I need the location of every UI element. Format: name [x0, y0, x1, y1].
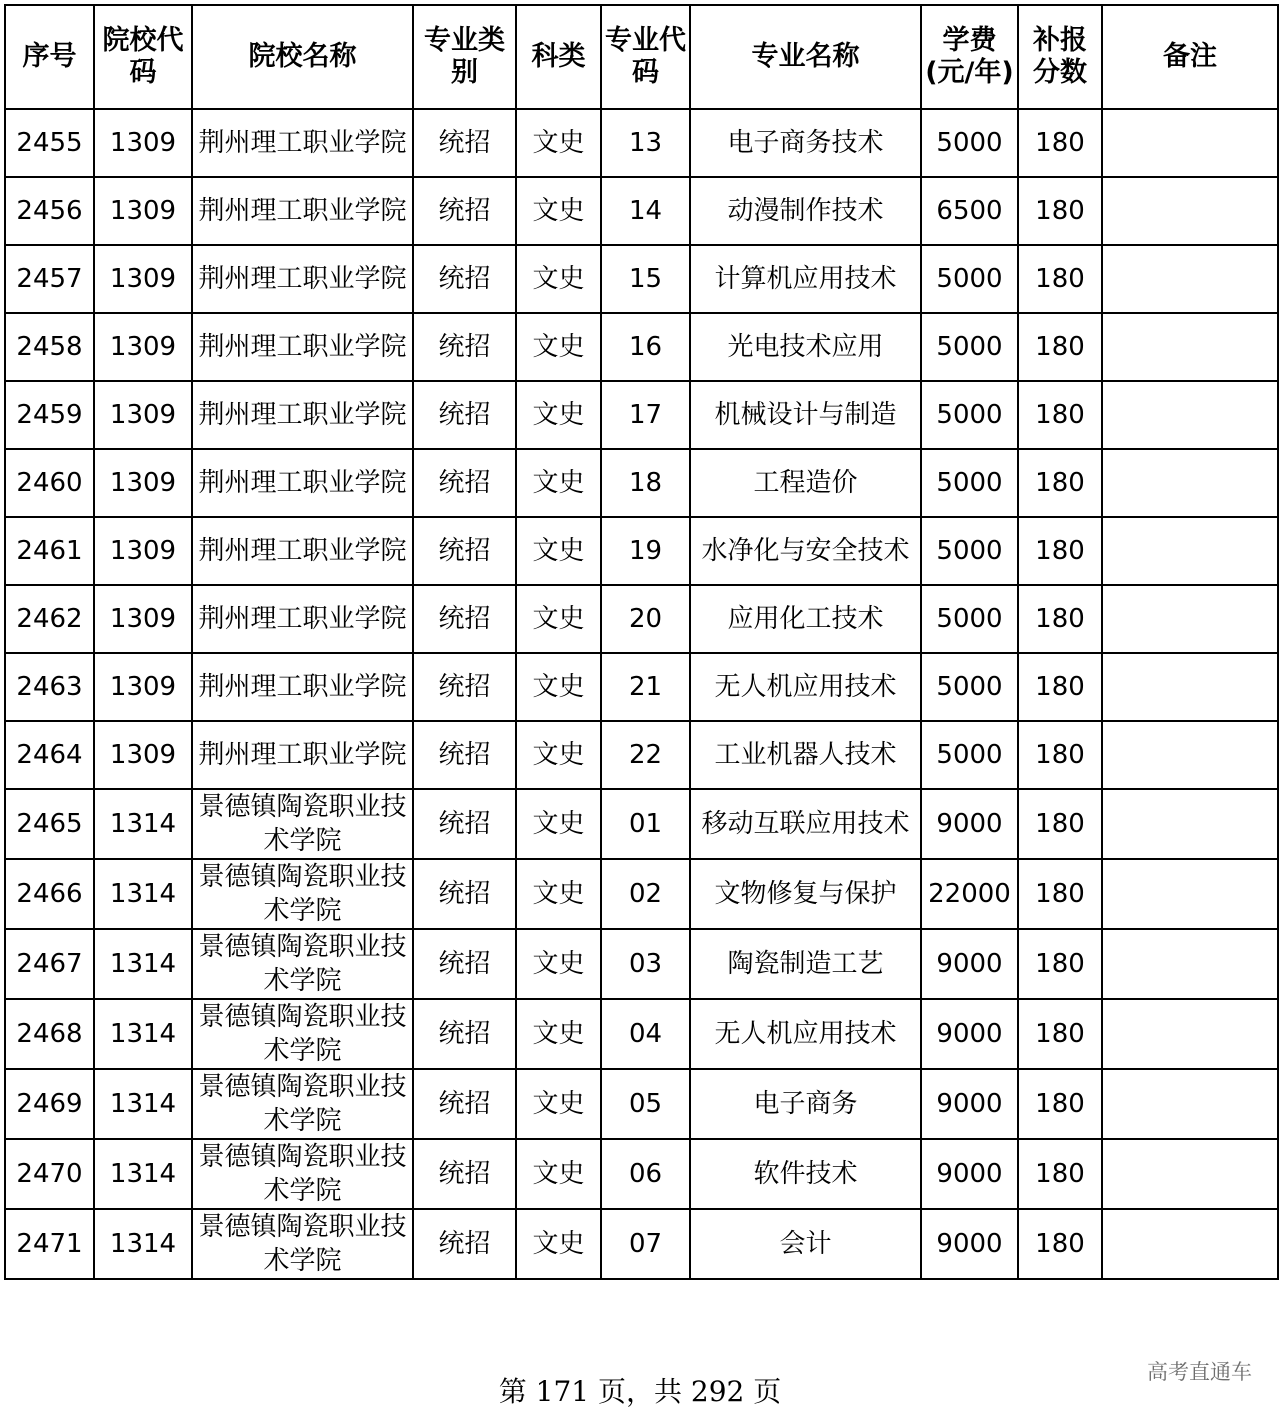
cell-major-type: 统招 — [413, 585, 516, 653]
cell-major-code: 16 — [601, 313, 690, 381]
cell-major-code: 21 — [601, 653, 690, 721]
table-row — [5, 859, 1278, 929]
cell-score: 180 — [1018, 789, 1102, 859]
cell-subject: 文史 — [516, 999, 601, 1069]
cell-major-name: 无人机应用技术 — [690, 999, 921, 1069]
cell-tuition: 9000 — [921, 789, 1018, 859]
cell-seq: 2463 — [5, 653, 94, 721]
cell-major-type: 统招 — [413, 381, 516, 449]
cell-score: 180 — [1018, 653, 1102, 721]
cell-major-type: 统招 — [413, 517, 516, 585]
cell-major-code: 17 — [601, 381, 690, 449]
cell-seq: 2468 — [5, 999, 94, 1069]
table-row — [5, 109, 1278, 177]
page-number: 第 171 页，共 292 页 — [498, 1375, 782, 1408]
cell-school-name: 荆州理工职业学院 — [192, 517, 413, 585]
cell-major-code: 22 — [601, 721, 690, 789]
cell-major-code: 07 — [601, 1209, 690, 1279]
table-row — [5, 653, 1278, 721]
cell-seq: 2466 — [5, 859, 94, 929]
cell-major-name: 软件技术 — [690, 1139, 921, 1209]
cell-major-type: 统招 — [413, 653, 516, 721]
cell-subject: 文史 — [516, 381, 601, 449]
admission-table — [4, 4, 1279, 1280]
cell-school-name: 荆州理工职业学院 — [192, 653, 413, 721]
cell-school-code: 1314 — [94, 789, 192, 859]
cell-score: 180 — [1018, 1069, 1102, 1139]
cell-major-name: 工程造价 — [690, 449, 921, 517]
cell-major-type: 统招 — [413, 1069, 516, 1139]
cell-score: 180 — [1018, 245, 1102, 313]
cell-subject: 文史 — [516, 1209, 601, 1279]
cell-tuition: 9000 — [921, 999, 1018, 1069]
cell-note — [1102, 653, 1278, 721]
table-row — [5, 381, 1278, 449]
cell-major-type: 统招 — [413, 449, 516, 517]
header-score: 补报分数 — [1018, 5, 1102, 109]
header-school-code: 院校代码 — [94, 5, 192, 109]
cell-seq: 2455 — [5, 109, 94, 177]
cell-score: 180 — [1018, 517, 1102, 585]
cell-tuition: 9000 — [921, 929, 1018, 999]
cell-major-type: 统招 — [413, 999, 516, 1069]
cell-major-type: 统招 — [413, 721, 516, 789]
cell-seq: 2457 — [5, 245, 94, 313]
table-row — [5, 721, 1278, 789]
table-body — [5, 109, 1278, 1279]
cell-subject: 文史 — [516, 109, 601, 177]
cell-score: 180 — [1018, 1139, 1102, 1209]
cell-subject: 文史 — [516, 313, 601, 381]
table-row — [5, 449, 1278, 517]
cell-note — [1102, 999, 1278, 1069]
cell-note — [1102, 109, 1278, 177]
cell-subject: 文史 — [516, 1139, 601, 1209]
header-subject: 科类 — [516, 5, 601, 109]
cell-score: 180 — [1018, 109, 1102, 177]
cell-major-name: 工业机器人技术 — [690, 721, 921, 789]
cell-tuition: 5000 — [921, 721, 1018, 789]
table-row — [5, 929, 1278, 999]
cell-subject: 文史 — [516, 585, 601, 653]
header-school-name: 院校名称 — [192, 5, 413, 109]
table-row — [5, 789, 1278, 859]
cell-major-name: 无人机应用技术 — [690, 653, 921, 721]
cell-major-type: 统招 — [413, 789, 516, 859]
cell-school-code: 1314 — [94, 1069, 192, 1139]
cell-subject: 文史 — [516, 859, 601, 929]
cell-major-type: 统招 — [413, 313, 516, 381]
cell-school-name: 荆州理工职业学院 — [192, 313, 413, 381]
cell-major-code: 15 — [601, 245, 690, 313]
cell-major-name: 陶瓷制造工艺 — [690, 929, 921, 999]
cell-tuition: 5000 — [921, 449, 1018, 517]
cell-school-code: 1309 — [94, 653, 192, 721]
cell-tuition: 5000 — [921, 245, 1018, 313]
cell-subject: 文史 — [516, 517, 601, 585]
cell-score: 180 — [1018, 999, 1102, 1069]
header-major-code: 专业代码 — [601, 5, 690, 109]
cell-school-name: 荆州理工职业学院 — [192, 109, 413, 177]
cell-seq: 2461 — [5, 517, 94, 585]
cell-tuition: 5000 — [921, 381, 1018, 449]
cell-major-code: 14 — [601, 177, 690, 245]
cell-school-code: 1309 — [94, 381, 192, 449]
cell-major-name: 文物修复与保护 — [690, 859, 921, 929]
header-tuition: 学费(元/年) — [921, 5, 1018, 109]
cell-major-type: 统招 — [413, 1209, 516, 1279]
cell-major-code: 01 — [601, 789, 690, 859]
cell-major-name: 光电技术应用 — [690, 313, 921, 381]
cell-school-code: 1309 — [94, 449, 192, 517]
cell-score: 180 — [1018, 721, 1102, 789]
cell-school-name: 荆州理工职业学院 — [192, 381, 413, 449]
cell-seq: 2471 — [5, 1209, 94, 1279]
cell-major-type: 统招 — [413, 929, 516, 999]
table-row — [5, 1069, 1278, 1139]
cell-school-code: 1314 — [94, 929, 192, 999]
cell-school-code: 1309 — [94, 313, 192, 381]
cell-seq: 2458 — [5, 313, 94, 381]
cell-school-code: 1314 — [94, 859, 192, 929]
header-major-type: 专业类别 — [413, 5, 516, 109]
cell-major-code: 03 — [601, 929, 690, 999]
cell-tuition: 5000 — [921, 653, 1018, 721]
cell-school-name: 景德镇陶瓷职业技术学院 — [192, 1209, 413, 1279]
cell-note — [1102, 789, 1278, 859]
cell-school-name: 景德镇陶瓷职业技术学院 — [192, 929, 413, 999]
table-row — [5, 313, 1278, 381]
cell-subject: 文史 — [516, 789, 601, 859]
cell-major-code: 06 — [601, 1139, 690, 1209]
cell-score: 180 — [1018, 1209, 1102, 1279]
cell-school-name: 景德镇陶瓷职业技术学院 — [192, 859, 413, 929]
cell-tuition: 9000 — [921, 1209, 1018, 1279]
table-row — [5, 1139, 1278, 1209]
cell-major-code: 05 — [601, 1069, 690, 1139]
cell-score: 180 — [1018, 859, 1102, 929]
cell-seq: 2464 — [5, 721, 94, 789]
table-header-row — [5, 5, 1278, 109]
cell-tuition: 5000 — [921, 313, 1018, 381]
cell-school-code: 1314 — [94, 1209, 192, 1279]
cell-subject: 文史 — [516, 449, 601, 517]
cell-note — [1102, 721, 1278, 789]
table-row — [5, 517, 1278, 585]
cell-major-name: 电子商务 — [690, 1069, 921, 1139]
cell-major-type: 统招 — [413, 245, 516, 313]
cell-major-code: 02 — [601, 859, 690, 929]
cell-major-name: 机械设计与制造 — [690, 381, 921, 449]
cell-school-name: 景德镇陶瓷职业技术学院 — [192, 789, 413, 859]
cell-score: 180 — [1018, 585, 1102, 653]
cell-tuition: 6500 — [921, 177, 1018, 245]
cell-score: 180 — [1018, 449, 1102, 517]
cell-major-code: 20 — [601, 585, 690, 653]
cell-major-type: 统招 — [413, 859, 516, 929]
cell-major-name: 电子商务技术 — [690, 109, 921, 177]
cell-seq: 2470 — [5, 1139, 94, 1209]
cell-major-name: 计算机应用技术 — [690, 245, 921, 313]
cell-major-code: 04 — [601, 999, 690, 1069]
cell-school-name: 荆州理工职业学院 — [192, 177, 413, 245]
cell-school-code: 1314 — [94, 1139, 192, 1209]
cell-note — [1102, 381, 1278, 449]
cell-seq: 2460 — [5, 449, 94, 517]
cell-major-name: 水净化与安全技术 — [690, 517, 921, 585]
cell-score: 180 — [1018, 381, 1102, 449]
cell-score: 180 — [1018, 929, 1102, 999]
cell-school-code: 1309 — [94, 109, 192, 177]
table-row — [5, 177, 1278, 245]
cell-seq: 2465 — [5, 789, 94, 859]
table-row — [5, 999, 1278, 1069]
cell-note — [1102, 1139, 1278, 1209]
cell-school-name: 荆州理工职业学院 — [192, 245, 413, 313]
cell-major-name: 动漫制作技术 — [690, 177, 921, 245]
header-seq: 序号 — [5, 5, 94, 109]
cell-school-code: 1309 — [94, 585, 192, 653]
cell-note — [1102, 585, 1278, 653]
cell-major-code: 13 — [601, 109, 690, 177]
cell-seq: 2462 — [5, 585, 94, 653]
cell-note — [1102, 929, 1278, 999]
cell-score: 180 — [1018, 313, 1102, 381]
cell-tuition: 22000 — [921, 859, 1018, 929]
cell-school-code: 1314 — [94, 999, 192, 1069]
table-row — [5, 245, 1278, 313]
cell-school-code: 1309 — [94, 245, 192, 313]
cell-note — [1102, 517, 1278, 585]
cell-major-type: 统招 — [413, 109, 516, 177]
cell-subject: 文史 — [516, 1069, 601, 1139]
cell-note — [1102, 177, 1278, 245]
cell-tuition: 5000 — [921, 109, 1018, 177]
header-major-name: 专业名称 — [690, 5, 921, 109]
cell-subject: 文史 — [516, 721, 601, 789]
cell-school-name: 荆州理工职业学院 — [192, 585, 413, 653]
cell-major-type: 统招 — [413, 1139, 516, 1209]
cell-note — [1102, 1209, 1278, 1279]
cell-seq: 2469 — [5, 1069, 94, 1139]
table-row — [5, 585, 1278, 653]
cell-school-code: 1309 — [94, 721, 192, 789]
header-note: 备注 — [1102, 5, 1278, 109]
cell-subject: 文史 — [516, 653, 601, 721]
cell-note — [1102, 449, 1278, 517]
cell-subject: 文史 — [516, 245, 601, 313]
cell-school-name: 荆州理工职业学院 — [192, 449, 413, 517]
cell-school-name: 景德镇陶瓷职业技术学院 — [192, 999, 413, 1069]
cell-note — [1102, 245, 1278, 313]
cell-major-code: 18 — [601, 449, 690, 517]
cell-major-type: 统招 — [413, 177, 516, 245]
cell-score: 180 — [1018, 177, 1102, 245]
cell-major-code: 19 — [601, 517, 690, 585]
watermark-text: 高考直通车 — [1147, 1360, 1252, 1384]
cell-tuition: 5000 — [921, 585, 1018, 653]
cell-major-name: 会计 — [690, 1209, 921, 1279]
cell-school-code: 1309 — [94, 177, 192, 245]
cell-school-code: 1309 — [94, 517, 192, 585]
cell-school-name: 荆州理工职业学院 — [192, 721, 413, 789]
cell-note — [1102, 859, 1278, 929]
cell-school-name: 景德镇陶瓷职业技术学院 — [192, 1139, 413, 1209]
table-row — [5, 1209, 1278, 1279]
cell-seq: 2456 — [5, 177, 94, 245]
cell-subject: 文史 — [516, 177, 601, 245]
cell-school-name: 景德镇陶瓷职业技术学院 — [192, 1069, 413, 1139]
cell-seq: 2467 — [5, 929, 94, 999]
cell-seq: 2459 — [5, 381, 94, 449]
cell-note — [1102, 1069, 1278, 1139]
cell-subject: 文史 — [516, 929, 601, 999]
cell-tuition: 9000 — [921, 1069, 1018, 1139]
cell-major-name: 移动互联应用技术 — [690, 789, 921, 859]
cell-major-name: 应用化工技术 — [690, 585, 921, 653]
cell-note — [1102, 313, 1278, 381]
cell-tuition: 5000 — [921, 517, 1018, 585]
cell-tuition: 9000 — [921, 1139, 1018, 1209]
